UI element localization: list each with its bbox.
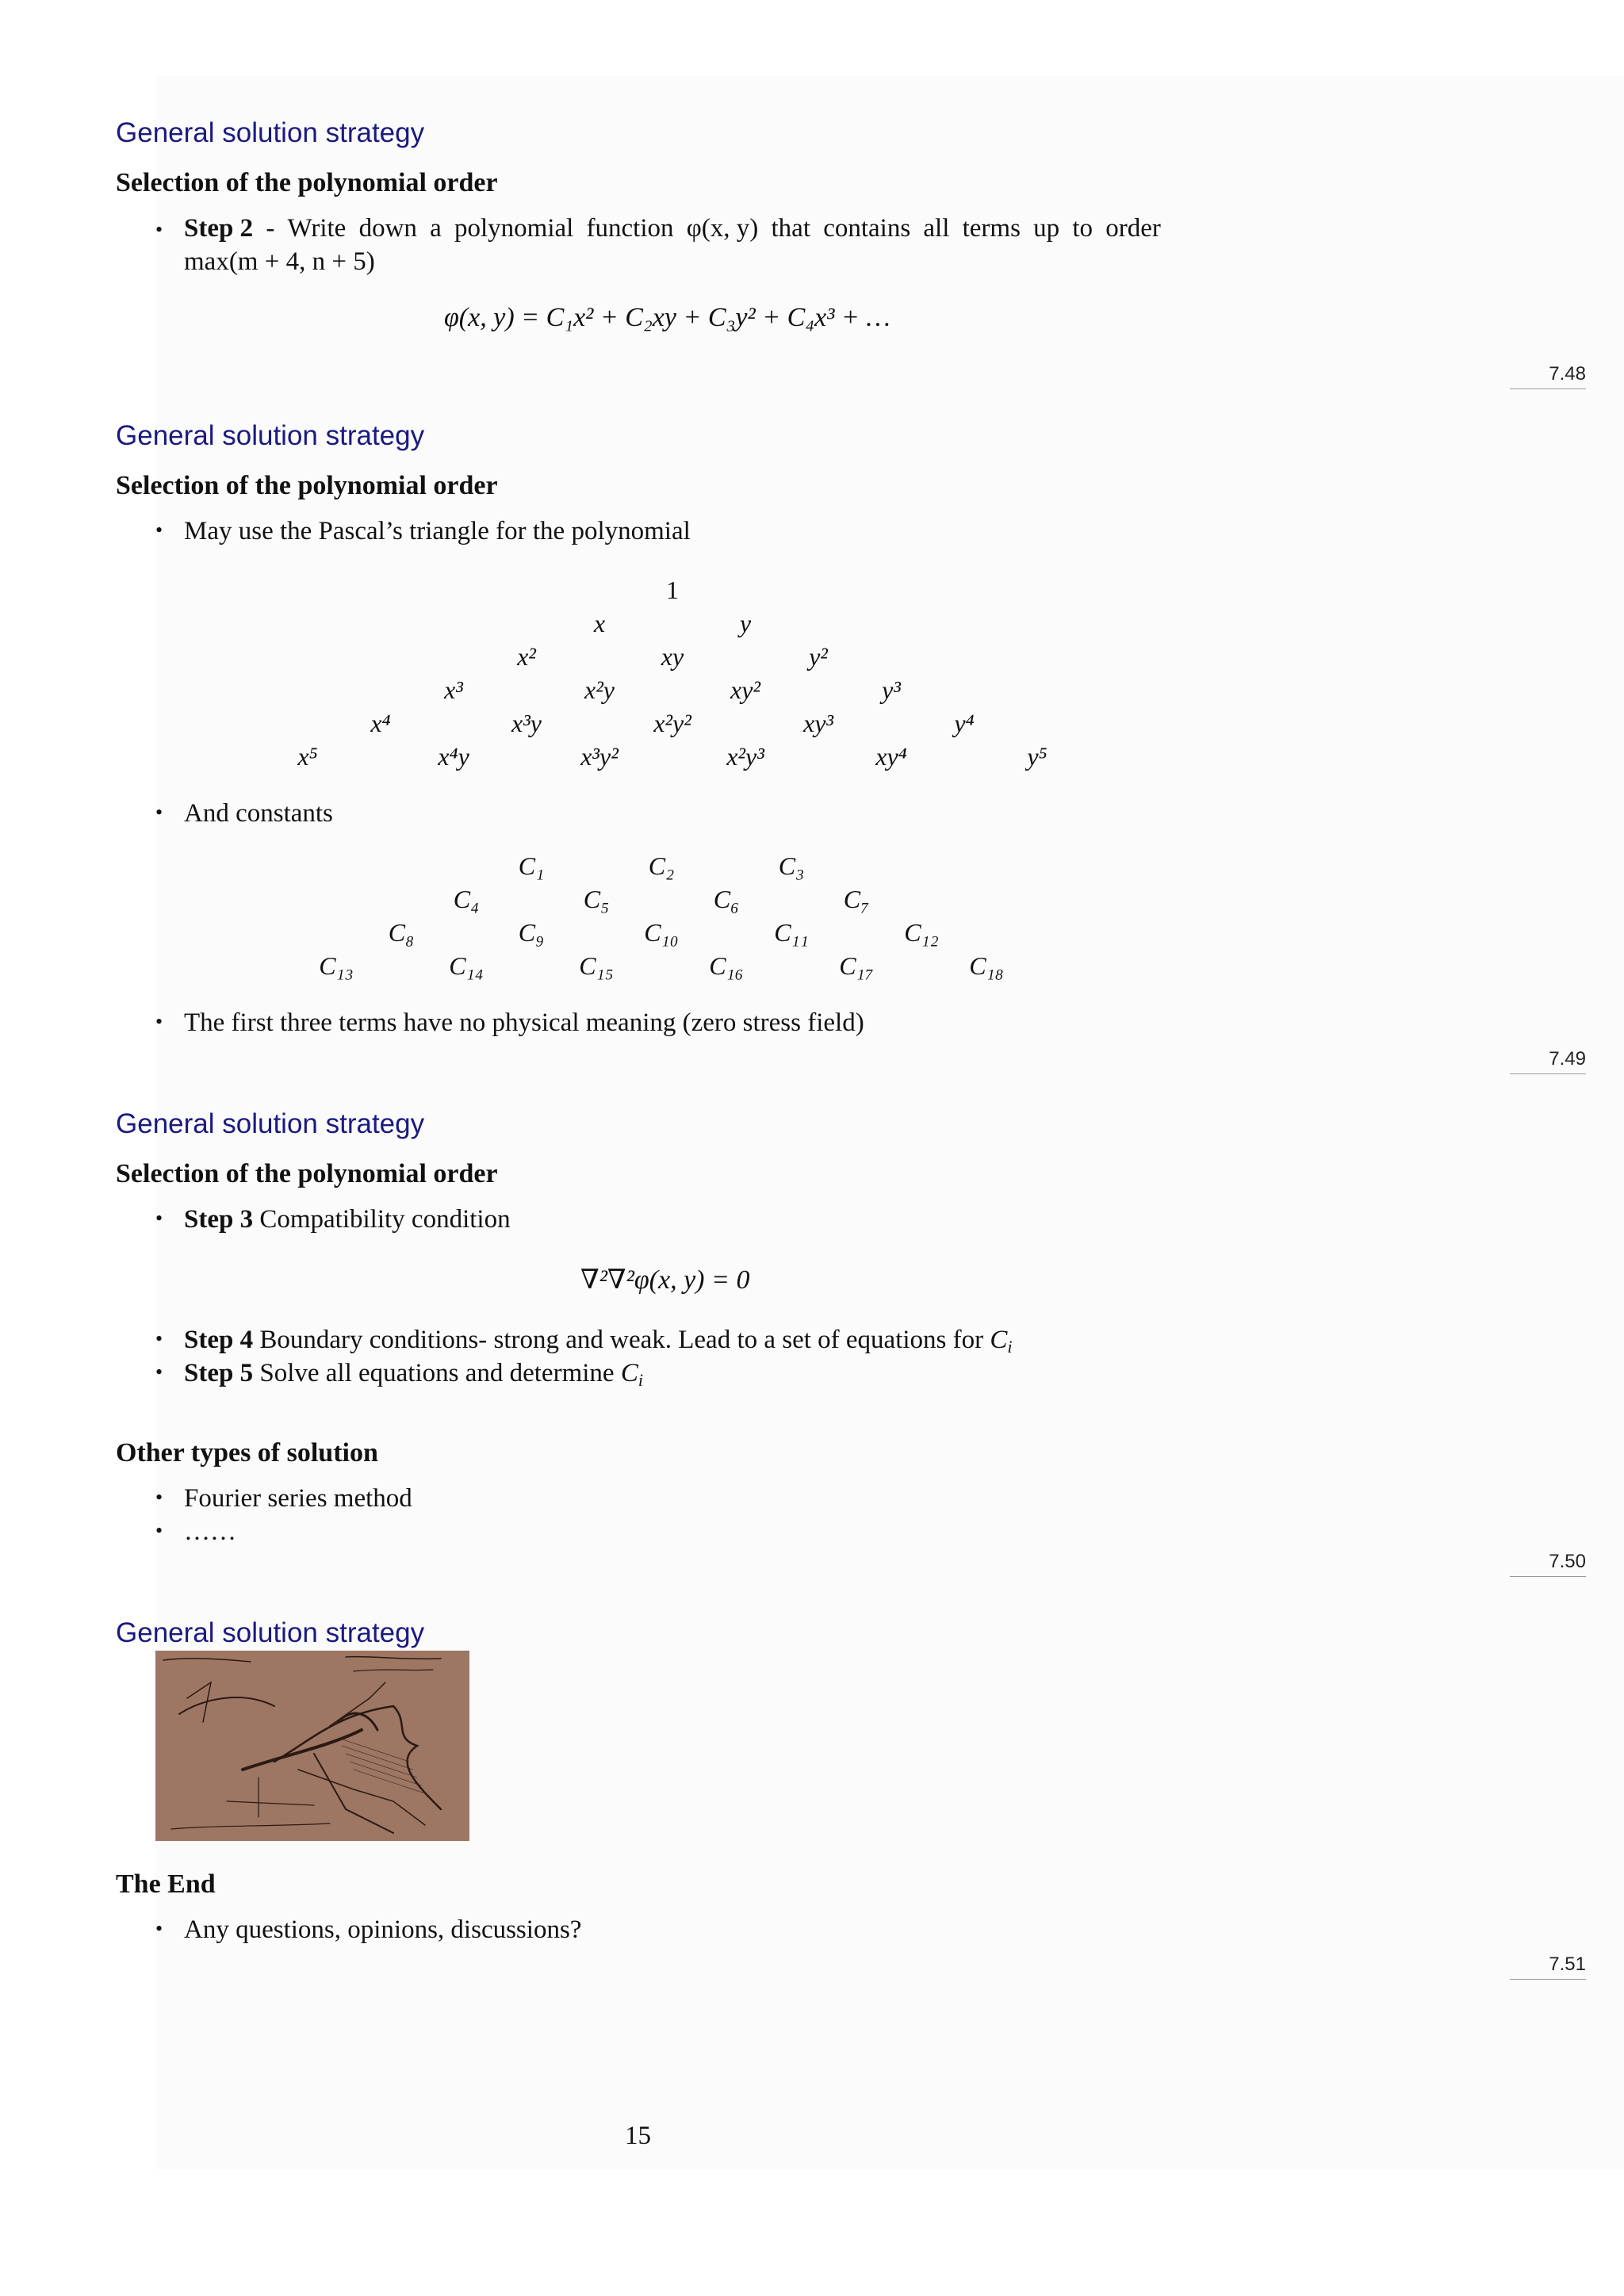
step2-word: all [923,214,950,243]
block-title: Selection of the polynomial order [116,471,498,500]
bullet-step3: • Step 3 Compatibility condition [155,1205,511,1234]
constant-term: C₁₆ [709,951,744,980]
step2-word: a [430,214,442,243]
pascal-term: x² [517,642,536,671]
slide-number: 7.49 [1510,1048,1586,1074]
step2-word: function [586,214,674,243]
pascal-term: x⁴y [438,742,469,771]
pascal-term: xy⁴ [875,742,907,771]
step2-word: - [266,214,275,243]
step5-var: C [620,1359,638,1387]
step3-text: Compatibility condition [253,1205,511,1234]
bullet-fourier: • Fourier series method [155,1484,412,1513]
page-number: 15 [625,2122,651,2150]
step2-word: that [771,214,810,243]
step2-word: contains [823,214,911,243]
step2-word: φ(x, y) [686,214,759,243]
pascal-term: 1 [666,576,679,604]
sketch-drawing [155,1651,469,1841]
step2-continuation: max(m + 4, n + 5) [184,247,375,276]
frame-title: General solution strategy [116,117,425,148]
bullet-text: Fourier series method [184,1484,412,1513]
constant-term: C₄ [453,885,480,913]
constant-term: C₆ [713,885,740,913]
constant-term: C₁₂ [904,918,939,947]
pascal-term: y² [809,642,828,671]
step4-sub: i [1007,1337,1013,1357]
constant-term: C₁₄ [449,951,484,980]
bullet-first-three: • The first three terms have no physical meaning (zero stress field) [155,1008,864,1037]
step2-bullet [155,214,1161,243]
bullet-text: May use the Pascal’s triangle for the polynomial [184,517,691,545]
bullet-pascal: • May use the Pascal’s triangle for the polynomial [155,517,691,545]
constant-term: C₈ [388,918,415,947]
bullet-ellipsis: • …… [155,1517,236,1546]
polynomial-equation: φ(x, y) = C₁x² + C₂xy + C₃y² + C₄x³ + … [444,303,891,332]
flying-machine-sketch-image [155,1651,469,1841]
bullet-text: Any questions, opinions, discussions? [184,1915,582,1944]
bullet-step4: • Step 4 Boundary conditions- strong and weak. Lead to a set of equations for $C_i$ [155,1326,1013,1357]
pascal-term: x²y² [653,709,691,737]
bullet-dot: • Step 2 [155,214,254,243]
bullet-text: And constants [184,799,333,828]
pascal-term: y³ [882,675,901,704]
pascal-term: x³y [511,709,542,737]
constant-term: C₁₀ [644,918,679,947]
bullet-constants: • And constants [155,799,333,828]
frame-title: General solution strategy [116,420,425,451]
pascal-term: x [593,609,606,637]
compatibility-equation: ∇²∇²φ(x, y) = 0 [580,1265,750,1295]
frame-title: General solution strategy [116,1108,425,1139]
block-title-end: The End [116,1869,216,1899]
bullet-text: The first three terms have no physical meaning (zero stress field) [184,1008,864,1037]
step5-sub: i [638,1370,643,1390]
step2-word: down [358,214,417,243]
pascal-term: y⁴ [954,709,975,737]
constant-term: C₁₈ [969,951,1004,980]
constant-term: C₁₁ [774,918,809,947]
block-title: Selection of the polynomial order [116,168,498,197]
slide-number: 7.51 [1510,1954,1586,1980]
pascal-term: y⁵ [1027,742,1048,771]
pascal-term: xy³ [803,709,833,737]
step2-word: to [1072,214,1094,243]
constant-term: C₁ [518,851,545,880]
slide-number: 7.48 [1510,363,1586,389]
constant-term: C₁₇ [839,951,874,980]
constant-term: C₂ [648,851,675,880]
pascal-term: x³ [444,675,463,704]
step4-label: Step 4 [184,1326,254,1354]
pascal-term: x²y³ [726,742,764,771]
frame-title: General solution strategy [116,1617,425,1648]
step2-word: Write [287,214,347,243]
pascal-term: x⁵ [297,742,318,771]
pascal-term: xy² [730,675,760,704]
slide-number: 7.50 [1510,1551,1586,1577]
step4-var: C [990,1326,1008,1354]
constant-term: C₅ [583,885,610,913]
constant-term: C₉ [518,918,545,947]
constant-term: C₇ [843,885,870,913]
step5-text: Solve all equations and determine [253,1359,621,1387]
constant-term: C₁₃ [319,951,354,980]
pascal-term: y [739,609,752,637]
constant-term: C₁₅ [579,951,614,980]
step2-word: order [1105,214,1161,243]
bullet-text: …… [184,1517,236,1546]
block-title: Selection of the polynomial order [116,1159,498,1188]
bullet-step5: • Step 5 Solve all equations and determine $C_i$ [155,1359,643,1390]
pascal-term: xy [661,642,684,671]
step2-word: up [1033,214,1060,243]
step2-word: terms [962,214,1021,243]
step5-label: Step 5 [184,1359,254,1387]
block-title-other: Other types of solution [116,1438,378,1468]
constant-term: C₃ [778,851,805,880]
step2-word: polynomial [454,214,574,243]
bullet-questions: • Any questions, opinions, discussions? [155,1915,582,1944]
step3-label: Step 3 [184,1205,254,1234]
pascal-term: x⁴ [370,709,391,737]
pascal-term: x²y [584,675,615,704]
step2-label: Step 2 [184,214,254,243]
step4-text: Boundary conditions- strong and weak. Lead to a set of equations for [253,1326,990,1354]
pascal-term: x³y² [580,742,619,771]
